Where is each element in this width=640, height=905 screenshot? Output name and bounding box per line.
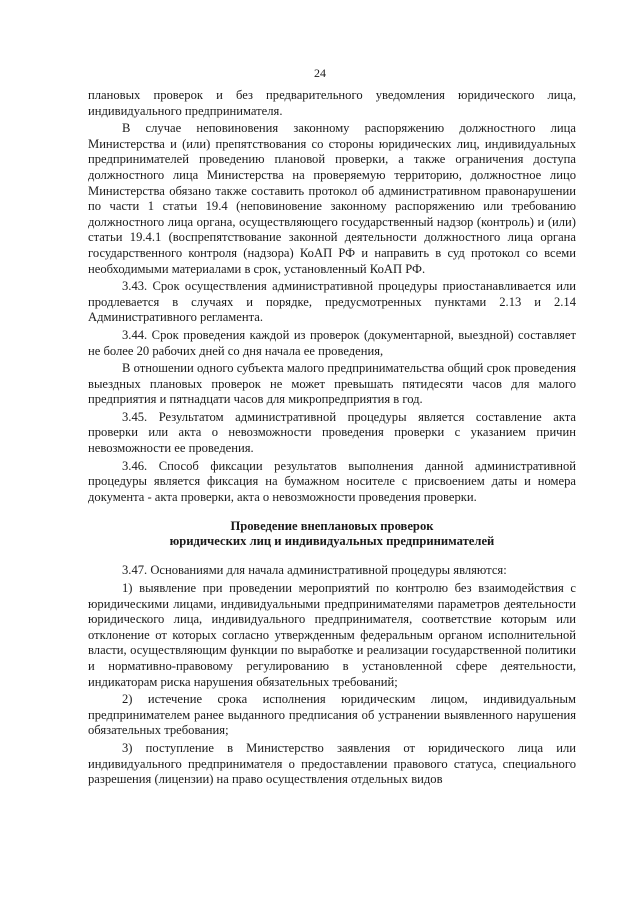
paragraph: 3.46. Способ фиксации результатов выполнения данной административной процедуры является фиксация на бумажном носителе с присвоением даты и номера документа - акта проверки, акта о невозможности проведения проверки. — [88, 458, 576, 504]
paragraph: 1) выявление при проведении мероприятий по контролю без взаимодействия с юридическими лицами, индивидуальными предпринимателями параметров деятельности юридического лица, индивидуального предпринимателя, соответствие которым или отклонение от которых согласно утвержденным федеральным органом исполнительной власти, осуществляющим функции по выработке и реализации государственной политики и нормативно-правовому регулированию в установленной сфере деятельности, индикаторам риска нарушения обязательных требований; — [88, 581, 576, 689]
paragraph: 3.43. Срок осуществления административной процедуры приостанавливается или продлевается в случаях и порядке, предусмотренных пунктами 2.13 и 2.14 Административного регламента. — [88, 279, 576, 325]
page-number: 24 — [314, 66, 326, 80]
paragraph: В случае неповиновения законному распоряжению должностного лица Министерства и (или) препятствования со стороны юридических лиц, индивидуальных предпринимателей проведению плановой проверки, а также ограничения доступа должностного лица Министерства на проверяемую территорию, должностное лицо Министерства обязано также составить протокол об административном правонарушении по части 1 статьи 19.4 (неповиновение законному распоряжению или требованию должностного лица органа, осуществляющего государственный надзор (контроль) и (или) статьи 19.4.1 (воспрепятствование законной деятельности должностного лица органа государственного контроля (надзора) КоАП РФ и направить в суд протокол со всеми необходимыми материалами в срок, установленный КоАП РФ. — [88, 121, 576, 276]
section-heading — [88, 519, 576, 549]
paragraph: 3) поступление в Министерство заявления от юридического лица или индивидуального предпринимателя о предоставлении правового статуса, специального разрешения (лицензии) на право осуществления отдельных видов — [88, 740, 576, 787]
paragraph: В отношении одного субъекта малого предпринимательства общий срок проведения выездных плановых проверок не может превышать пятидесяти часов для малого предприятия и пятнадцати часов для микропредприятия в год. — [88, 361, 576, 407]
paragraph: 3.47. Основаниями для начала административной процедуры являются: — [122, 563, 507, 578]
document-body — [88, 88, 576, 790]
paragraph: 3.44. Срок проведения каждой из проверок (документарной, выездной) составляет не более 20 рабочих дней со дня начала ее проведения, — [88, 327, 576, 358]
paragraph: плановых проверок и без предварительного уведомления юридического лица, индивидуального предпринимателя. — [88, 88, 576, 118]
section-heading-line: юридических лиц и индивидуальных предпринимателей — [169, 534, 495, 549]
paragraph: 2) истечение срока исполнения юридическим лицом, индивидуальным предпринимателем ранее выданного предписания об устранении выявленного нарушения обязательных требования; — [88, 692, 576, 738]
paragraph: 3.45. Результатом административной процедуры является составление акта проверки или акта о невозможности проведения проверки с указанием причин невозможности ее проведения. — [88, 409, 576, 456]
section-heading-line: Проведение внеплановых проверок — [230, 519, 434, 534]
